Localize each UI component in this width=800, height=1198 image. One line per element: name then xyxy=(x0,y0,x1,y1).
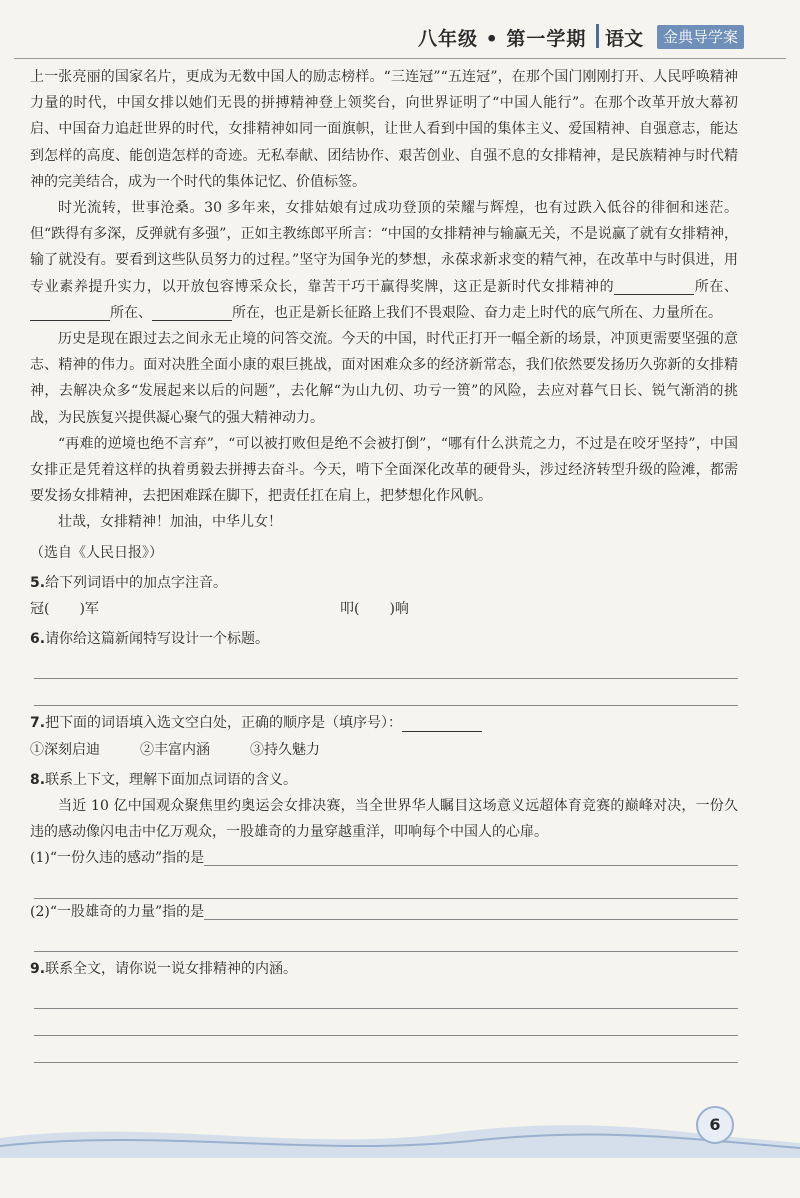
fill-blank-3[interactable] xyxy=(152,304,232,321)
header-divider xyxy=(596,24,599,48)
q5-word1-pre: 冠( xyxy=(30,601,50,618)
q8-quote: 当近 10 亿中国观众聚焦里约奥运会女排决赛，当全世界华人瞩目这场意义远超体育竞赛的巅峰对决，一份久违的感动像闪电击中亿万观众，一股雄奇的力量穿越重洋，叩响每个中国人的心扉。 xyxy=(30,798,738,841)
q5-answers xyxy=(30,596,738,622)
q8-sub2 xyxy=(30,899,738,925)
p2-tail-text: 所在，也正是新长征路上我们不畏艰险、奋力走上时代的底气所在、力量所在。 xyxy=(232,304,722,321)
paragraph-1: 上一张亮丽的国家名片，更成为无数中国人的励志榜样。“三连冠”“五连冠”，在那个国门刚刚打开、人民呼唤精神力量的时代，中国女排以她们无畏的拼搏精神登上领奖台，向世界证明了“中国人能行”。在那个改革开放大幕初启、中国奋力追赶世界的时代，女排精神如同一面旗帜，让世人看到中国的集体主义、爱国精神、自强意志，能达到怎样的高度、能创造怎样的奇迹。无私奉献、团结协作、艰苦创业、自强不息的女排精神，是民族精神与时代精神的完美结合，成为一个时代的集体记忆、价值标签。 xyxy=(30,69,738,190)
grade-label: 八年级 • 第一学期 xyxy=(418,28,587,50)
footer-wave xyxy=(0,1098,800,1158)
q8-sub1 xyxy=(30,845,738,871)
q8-sub2-line[interactable] xyxy=(204,899,738,920)
question-8 xyxy=(30,767,738,793)
q5-blank-1[interactable] xyxy=(49,601,79,617)
paragraph-2 xyxy=(30,195,738,326)
q9-answer-line-1[interactable] xyxy=(34,982,738,1009)
page-header xyxy=(0,18,800,54)
brand-badge: 金典导学案 xyxy=(657,25,744,49)
q7-answer-blank[interactable] xyxy=(402,715,482,732)
q8-text: 联系上下文，理解下面加点词语的含义。 xyxy=(45,771,298,788)
question-5 xyxy=(30,570,738,596)
q7-text: 把下面的词语填入选文空白处，正确的顺序是（填序号）： xyxy=(45,715,403,732)
paragraph-2-text: 时光流转，世事沧桑。30 多年来，女排姑娘有过成功登顶的荣耀与辉煌，也有过跌入低谷的徘徊和迷茫。但“跌得有多深，反弹就有多强”，正如主教练郎平所言：“中国的女排精神与输赢无关，不是说赢了就有女排精神，输了就没有。要看到这些队员努力的过程。”坚守为国争光的梦想，永葆求新求变的精气神，在改革中与时俱进，用专业素养提升实力，以开放包容博采众长，靠苦干巧干赢得奖牌，这正是新时代女排精神的 xyxy=(30,200,738,295)
p2-suozai: 所在、 xyxy=(110,304,152,321)
question-6 xyxy=(30,626,738,652)
q5-blank-2[interactable] xyxy=(359,601,389,617)
q8-sub2-line-2[interactable] xyxy=(34,925,738,952)
q6-answer-line-2[interactable] xyxy=(34,679,738,706)
q5-word1-post: )军 xyxy=(79,601,99,618)
q8-sub1-line[interactable] xyxy=(204,845,738,866)
paragraph-5: 壮哉，女排精神！加油，中华儿女！ xyxy=(58,514,282,531)
q8-number: 8. xyxy=(30,771,46,788)
header-rule xyxy=(14,58,786,59)
q8-sub2-text: (2)“一股雄奇的力量”指的是 xyxy=(30,903,205,920)
q9-answer-line-3[interactable] xyxy=(34,1036,738,1063)
question-9 xyxy=(30,956,738,982)
page-number: 6 xyxy=(696,1106,734,1144)
q7-number: 7. xyxy=(30,715,46,732)
q9-answer-line-2[interactable] xyxy=(34,1009,738,1036)
q7-options xyxy=(30,737,738,763)
fill-blank-1[interactable] xyxy=(614,278,694,295)
q6-answer-line-1[interactable] xyxy=(34,652,738,679)
q9-number: 9. xyxy=(30,960,46,977)
paragraph-4: “再难的逆境也绝不言弃”，“可以被打败但是绝不会被打倒”，“哪有什么洪荒之力，不过是在咬牙坚持”，中国女排正是凭着这样的执着勇毅去拼搏去奋斗。今天，啃下全面深化改革的硬骨头，涉过经济转型升级的险滩，都需要发扬女排精神，去把困难踩在脚下，把责任扛在肩上，把梦想化作风帆。 xyxy=(30,435,738,505)
q7-option-1: ①深刻启迪 xyxy=(30,741,100,758)
q6-text: 请你给这篇新闻特写设计一个标题。 xyxy=(45,631,270,648)
p2-zai: 在、 xyxy=(709,278,739,295)
q8-sub1-line-2[interactable] xyxy=(34,872,738,899)
q9-text: 联系全文，请你说一说女排精神的内涵。 xyxy=(45,960,298,977)
paragraph-3: 历史是现在跟过去之间永无止境的问答交流。今天的中国，时代正打开一幅全新的场景，冲顶更需要坚强的意志、精神的伟力。面对决胜全面小康的艰巨挑战，面对困难众多的经济新常态，我们依然要发扬历久弥新的女排精神，去解决众多“发展起来以后的问题”，去化解“为山九仞、功亏一篑”的风险，去应对暮气日长、锐气渐消的挑战，为民族复兴提供凝心聚气的强大精神动力。 xyxy=(30,331,738,426)
question-7 xyxy=(30,710,738,736)
fill-blank-2[interactable] xyxy=(30,304,110,321)
q7-option-3: ③持久魅力 xyxy=(250,741,320,758)
q6-number: 6. xyxy=(30,631,46,648)
source-citation: （选自《人民日报》） xyxy=(30,544,163,561)
q8-sub1-text: (1)“一份久违的感动”指的是 xyxy=(30,850,205,867)
q5-number: 5. xyxy=(30,574,46,591)
q7-option-2: ②丰富内涵 xyxy=(140,741,210,758)
q5-word2-pre: 叩( xyxy=(340,601,360,618)
worksheet-content xyxy=(30,64,738,1063)
subject-label: 语文 xyxy=(605,28,644,50)
p2-suo: 所 xyxy=(694,278,710,295)
q5-word2-post: )响 xyxy=(389,601,409,618)
q5-text: 给下列词语中的加点字注音。 xyxy=(45,574,228,591)
